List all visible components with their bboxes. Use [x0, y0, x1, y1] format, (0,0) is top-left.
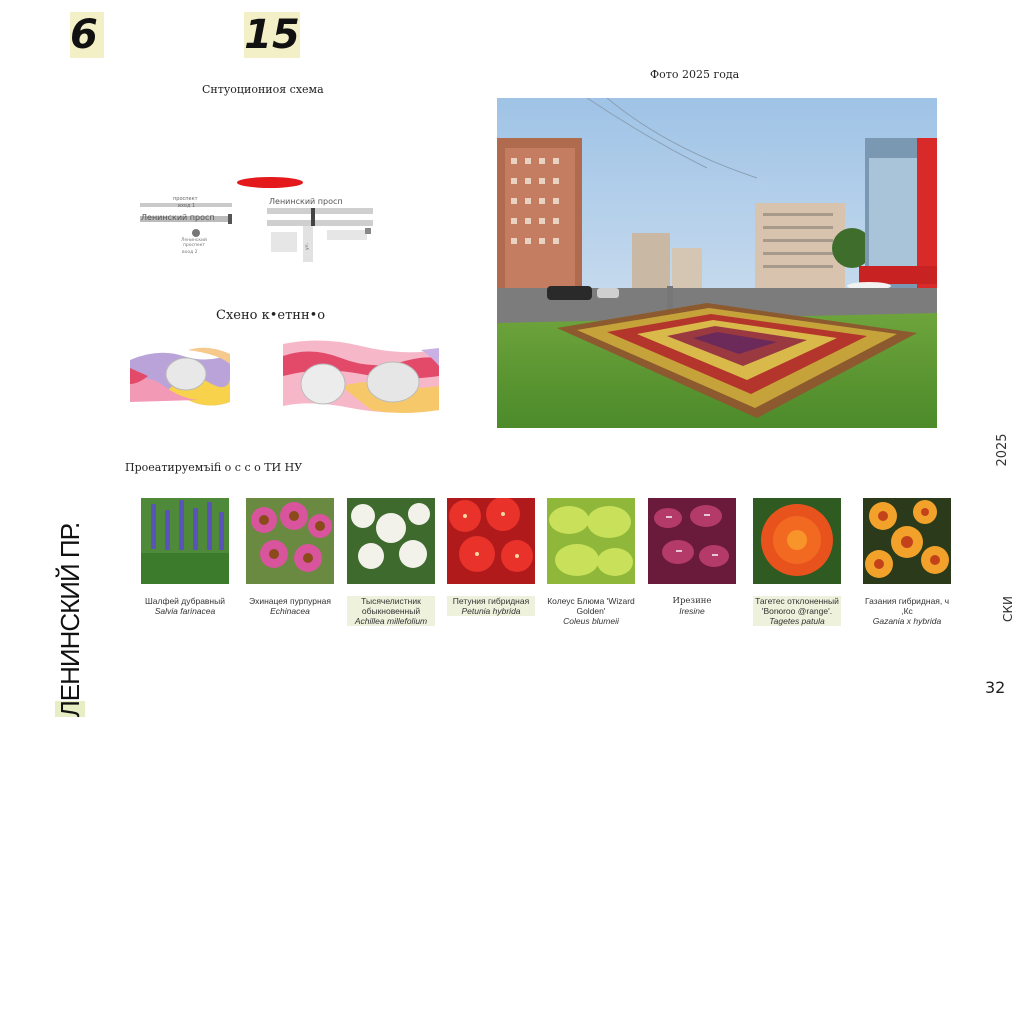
- plant-name-lat: Gazania x hybrida: [872, 616, 942, 626]
- plant-card: [753, 498, 841, 626]
- map-label-exit1: вход 1: [178, 203, 196, 209]
- plant-name-lat: Echinacea: [270, 606, 310, 616]
- plant-card: [347, 498, 435, 626]
- plant-label: [863, 596, 951, 626]
- plant-name-lat: Petunia hybrida: [447, 606, 535, 616]
- plant-name-ru: Шалфей дубравный: [144, 596, 225, 606]
- plant-name-ru: Тагетес отклоненный 'Bоrюroo @range'.: [753, 596, 841, 616]
- map-exit2: вход 2: [182, 250, 198, 255]
- map-metro-label: Ленинский проспект: [180, 238, 207, 248]
- plant-name-ru: Тысячелистник обыкновенный: [347, 596, 435, 616]
- plant-card: [863, 498, 951, 626]
- plant-label: [547, 596, 635, 626]
- plant-card: [246, 498, 334, 616]
- situation-map-right: [267, 196, 377, 264]
- color-scheme-large: [281, 336, 441, 420]
- map-street-right: Ленинский просп: [269, 197, 343, 206]
- sheet-number-right: 15: [244, 12, 300, 58]
- plant-photo-salvia: [141, 498, 229, 584]
- plant-photo-gazania: [863, 498, 951, 584]
- map-label-prospect: проспект: [173, 196, 198, 202]
- year-vertical: 2025: [995, 433, 1010, 467]
- plant-photo-iresine: [648, 498, 736, 584]
- plant-label: [246, 596, 334, 616]
- plant-name-ru: Газания гибридная, ч ,Кс: [864, 596, 950, 616]
- street-title-rest: ЕНИНСКИЙ ПР.: [55, 522, 85, 702]
- ski-vertical: СКИ: [1001, 596, 1015, 622]
- plant-label: [447, 596, 535, 616]
- map-street-left: Ленинский просп: [141, 213, 215, 222]
- plant-card: [648, 498, 736, 616]
- photo-title: Фото 2025 года: [650, 68, 740, 81]
- plant-name-lat: Tagetes patula: [753, 616, 841, 626]
- plant-photo-achillea: [347, 498, 435, 584]
- site-photo: [497, 98, 937, 428]
- plant-card: [447, 498, 535, 616]
- plant-name-ru: Ирезине: [672, 596, 712, 606]
- color-scheme-large-graphic: [281, 336, 441, 416]
- plant-name-ru: Эхинацея пурпурная: [249, 596, 331, 606]
- color-scheme-small: [128, 340, 232, 414]
- map-right-graphic: [267, 196, 377, 264]
- color-scheme-small-graphic: [128, 340, 232, 410]
- plant-photo-petunia: [447, 498, 535, 584]
- plant-name-lat: Iresine: [679, 606, 705, 616]
- plant-photo-coleus: [547, 498, 635, 584]
- plants-title: Проеатируемъifi о с с о ТИ НУ: [125, 461, 303, 474]
- plant-label: [141, 596, 229, 616]
- page-number: 32: [985, 678, 1006, 697]
- plant-label: [753, 596, 841, 626]
- site-marker: [237, 177, 303, 188]
- plant-label: [347, 596, 435, 626]
- plant-name-ru: Колеус Блюма 'Wizard Golden': [547, 596, 635, 616]
- plant-card: [547, 498, 635, 626]
- map-side-street: ул.: [304, 243, 310, 250]
- plant-name-lat: Salvia farinacea: [154, 606, 216, 616]
- plant-photo-tagetes: [753, 498, 841, 584]
- situation-map-left: [138, 196, 238, 266]
- site-photo-graphic: [497, 98, 937, 428]
- sheet-number-left: 6: [70, 12, 104, 58]
- color-scheme-title: Схено к•етнн•о: [216, 308, 326, 323]
- street-title-vertical: [50, 520, 90, 720]
- plant-photo-echinacea: [246, 498, 334, 584]
- street-title-first-letter: Л: [55, 701, 85, 718]
- plant-name-ru: Петуния гибридная: [447, 596, 535, 606]
- plant-label: [648, 596, 736, 616]
- situation-scheme-title: Снтуоциониоя схема: [202, 83, 324, 96]
- plant-card: [141, 498, 229, 616]
- plant-name-lat: Achillea millefolium: [347, 616, 435, 626]
- plant-name-lat: Coleus blumeii: [563, 616, 619, 626]
